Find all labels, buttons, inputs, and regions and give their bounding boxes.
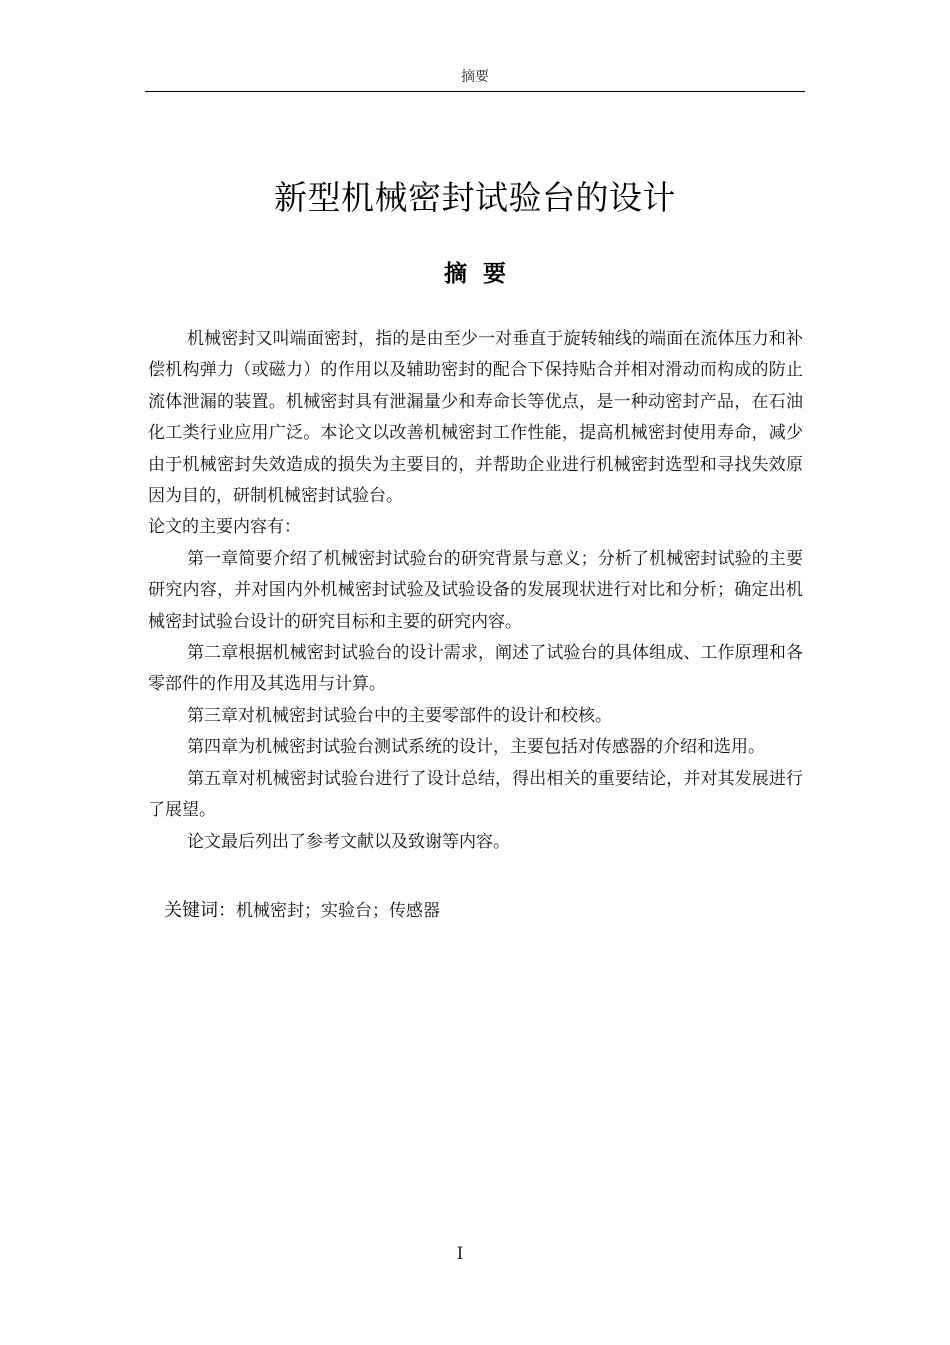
chapter-1-summary: 第一章简要介绍了机械密封试验台的研究背景与意义；分析了机械密封试验的主要研究内容，并对国内外机械密封试验及试验设备的发展现状进行对比和分析；确定出机械密封试验台设计的研究目标和主要的研究内容。 — [148, 548, 803, 632]
keywords-label: 关键词： — [164, 900, 236, 921]
closing-summary: 论文最后列出了参考文献以及致谢等内容。 — [187, 831, 510, 852]
document-title: 新型机械密封试验台的设计 — [274, 178, 676, 217]
chapter-4-summary: 第四章为机械密封试验台测试系统的设计，主要包括对传感器的介绍和选用。 — [187, 737, 765, 758]
contents-intro: 论文的主要内容有： — [148, 517, 301, 538]
abstract-heading: 摘要 — [444, 261, 522, 287]
abstract-body — [148, 324, 803, 858]
chapter-2-summary: 第二章根据机械密封试验台的设计需求，阐述了试验台的具体组成、工作原理和各零部件的作用及其选用与计算。 — [148, 643, 803, 695]
keywords-line — [164, 896, 804, 926]
chapter-5-summary: 第五章对机械密封试验台进行了设计总结，得出相关的重要结论，并对其发展进行了展望。 — [148, 768, 803, 821]
header-rule — [145, 91, 805, 92]
page-number: I — [456, 1244, 464, 1264]
abstract-paragraph-1: 机械密封又叫端面密封，指的是由至少一对垂直于旋转轴线的端面在流体压力和补偿机构弹力（或磁力）的作用以及辅助密封的配合下保持贴合并相对滑动而构成的防止流体泄漏的装置。机械密封具有泄漏量少和寿命长等优点，是一种动密封产品，在石油化工类行业应用广泛。本论文以改善机械密封工作性能，提高机械密封使用寿命，减少由于机械密封失效造成的损失为主要目的，并帮助企业进行机械密封选型和寻找失效原因为目的，研制机械密封试验台。 — [148, 329, 803, 507]
keywords-value: 机械密封；实验台；传感器 — [236, 901, 440, 921]
running-head: 摘要 — [461, 69, 489, 85]
chapter-3-summary: 第三章对机械密封试验台中的主要零部件的设计和校核。 — [187, 705, 612, 726]
